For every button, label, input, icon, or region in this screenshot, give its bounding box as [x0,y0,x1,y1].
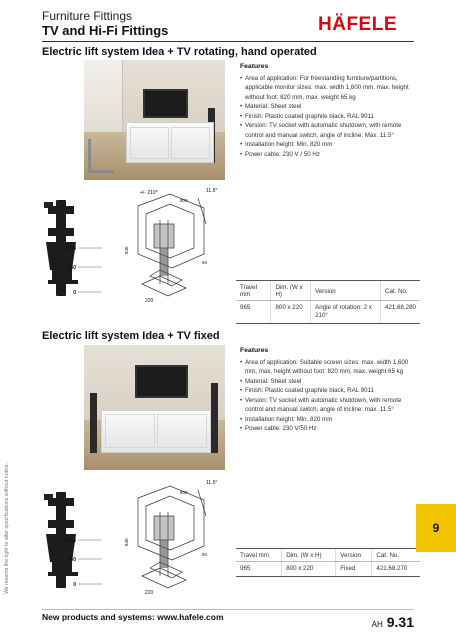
spec-table-rotating [236,280,420,324]
col-cat-no: Cat. No. [381,281,421,301]
dim-label: 800 [180,490,188,495]
cell-dimension: 800 x 220 [282,562,336,577]
header-rule [42,41,414,42]
technical-drawing-fixed [42,476,220,596]
dim-label: 840 [124,246,129,254]
disclaimer-note: We reserve the right to alter specifications without notice. [4,462,10,594]
cell-version: Fixed [336,562,372,577]
page-title: TV and Hi-Fi Fittings [42,23,169,38]
dim-label: 800 [180,198,188,203]
dim-label: 760 [67,265,76,271]
feature-item: • Finish: Plastic coated graphite black, RAL 9011 [240,112,418,122]
section-title-rotating: Electric lift system Idea + TV rotating, hand operated [42,46,317,58]
dim-label: 0 [73,582,76,588]
cell-cat-no: 421.68.280 [381,301,421,324]
dim-label: 760 [67,557,76,563]
table-row [236,301,420,324]
cell-dimension: 800 x 220 [271,301,311,324]
dim-label: 94 [202,260,208,265]
features-heading: Features [240,63,269,70]
feature-item: • Power cable: 230 V / 50 Hz [240,150,418,160]
dim-label: 0 [73,290,76,296]
cell-cat-no: 421.68.270 [372,562,420,577]
feature-item: • Power cable: 230 V/50 Hz [240,424,418,434]
col-version: Version [336,549,372,562]
product-photo-fixed [84,345,225,470]
feature-item: • Installation height: Min. 820 mm [240,140,418,150]
col-version: Version [311,281,381,301]
angle-label: 11.5° [206,480,218,486]
feature-item: • Installation height: Min. 820 mm [240,415,418,425]
technical-drawing-rotating [42,184,220,304]
page-prefix: AH [371,620,383,629]
cell-travel: 965 [236,301,271,324]
dim-label: 94 [202,552,208,557]
feature-item: • Finish: Plastic coated graphite black, RAL 9011 [240,386,418,396]
col-travel: Travel mm [236,549,282,562]
features-block-fixed [240,346,418,434]
page-number-value: 9.31 [386,614,414,630]
feature-item: • Area of application: For freestanding furniture/partitions, applicable monitor sizes: max. width 1,600 mm, max. height without foot: 820 mm, max. weight 65 kg [240,74,418,103]
page-number [372,614,414,632]
col-dimension: Dim. (W x H) [271,281,311,301]
cell-version: Angle of rotation: 2 x 210° [311,301,381,324]
feature-item: • Version: TV socket with automatic shutdown, with remote control and manual switch, angle of incline: max. 11.5° [240,396,418,415]
chapter-tab: 9 [416,504,456,552]
table-row [236,562,420,577]
product-photo-rotating [84,60,225,180]
col-dimension: Dim. (W x H) [282,549,336,562]
feature-item: • Area of application: Suitable screen sizes: max. width 1,600 mm, max. height without foot: 820 mm, max. weight 65 kg [240,358,418,377]
section-title-fixed: Electric lift system Idea + TV fixed [42,330,220,342]
feature-item: • Version: TV socket with automatic shutdown, with remote control and manual switch, angle of incline: Max. 11.5° [240,121,418,140]
angle-label: 11.5° [206,188,218,194]
features-heading: Features [240,347,269,354]
col-travel: Travel mm [236,281,271,301]
features-block-rotating [240,62,418,159]
footer-rule [42,609,414,610]
dim-label: 840 [124,538,129,546]
logo-text: HÄFELE [318,14,397,35]
footer-website: New products and systems: www.hafele.com [42,612,224,622]
dim-label: 1725 [64,538,76,544]
dim-label: 220 [145,298,154,304]
feature-item: • Material: Sheet steel [240,102,418,112]
hafele-logo [318,14,414,34]
col-cat-no: Cat. No. [372,549,420,562]
header-category: Furniture Fittings [42,9,133,23]
rotation-label: +/- 210° [140,190,158,196]
dim-label: 220 [145,590,154,596]
spec-table-fixed [236,548,420,577]
cell-travel: 965 [236,562,282,577]
feature-item: • Material: Sheet steel [240,377,418,387]
dim-label: 1729 [64,246,76,252]
